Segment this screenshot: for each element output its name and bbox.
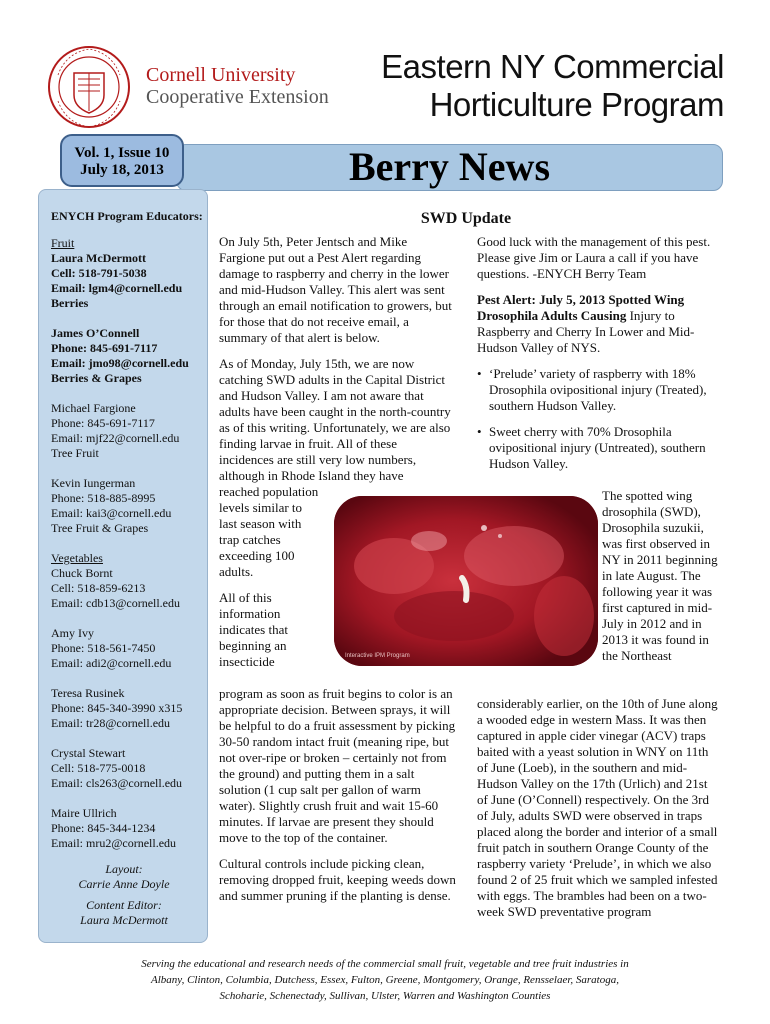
educator-contact-line: Email: mru2@cornell.edu — [51, 836, 177, 850]
educator-contact-line: Tree Fruit & Grapes — [51, 521, 149, 535]
educator-contact-line: Phone: 845-344-1234 — [51, 821, 156, 835]
extension-unit-name: Cooperative Extension — [146, 86, 329, 108]
article-paragraph: program as soon as fruit begins to color is an appropriate decision. Between sprays, it will be helpful to do a fruit assessment by picking 30-50 random intact fruit (meaning ripe, but not over-ripe or broken – certainly not from the ground) and putting them in a salt solution (1 cup salt per gallon of warm water). Slightly crush fruit and wait 15-60 minutes. If larvae are present they should move to the top of the container. — [219, 686, 456, 845]
article-left-column-bottom — [219, 686, 459, 914]
educator-category: Fruit — [51, 236, 75, 250]
educator-contact-line: Email: tr28@cornell.edu — [51, 716, 171, 730]
educator-contact-line: Tree Fruit — [51, 446, 99, 460]
educator-contact-line: Teresa Rusinek — [51, 686, 125, 700]
educator-contact-line: Email: cls263@cornell.edu — [51, 776, 183, 790]
credits — [39, 862, 209, 928]
educator-contact-line: Cell: 518-775-0018 — [51, 761, 146, 775]
educator-contact-line: Michael Fargione — [51, 401, 136, 415]
program-title-line2: Horticulture Program — [429, 86, 724, 123]
photo-caption: Interactive IPM Program — [345, 653, 410, 659]
issue-badge — [60, 134, 184, 187]
educator-contact-line: Email: jmo98@cornell.edu — [51, 356, 189, 370]
educator-contact-group — [51, 476, 207, 536]
pest-alert-paragraph — [477, 292, 719, 356]
footer-line: Serving the educational and research needs of the commercial small fruit, vegetable and tree fruit industries in — [141, 958, 629, 970]
article-title: SWD Update — [420, 210, 512, 227]
educator-contact-line: Email: lgm4@cornell.edu — [51, 281, 183, 295]
educator-contact-group — [51, 746, 207, 791]
article-right-column-bottom — [477, 696, 721, 930]
educator-contact-line: Chuck Bornt — [51, 566, 113, 580]
educator-contact-line: Laura McDermott — [51, 251, 146, 265]
article-paragraph: The spotted wing drosophila (SWD), Drosophila suzukii, was first observed in NY in 2011 beginning in late August. The following year it was first captured in mid-July in 2012 and in 2013 it was found in the Northeast — [602, 488, 718, 663]
educator-contact-line: Email: kai3@cornell.edu — [51, 506, 172, 520]
newsletter-title: Berry News — [348, 144, 551, 189]
article-paragraph: All of this information indicates that beginning an insecticide — [219, 590, 288, 669]
bullet-item: • Sweet cherry with 70% Drosophila ovipositional injury (Untreated), southern Hudson Valley. — [477, 424, 719, 472]
educator-contact-group — [51, 326, 207, 386]
footer-line: Albany, Clinton, Columbia, Dutchess, Essex, Fulton, Greene, Montgomery, Orange, Rensselaer, Saratoga, — [151, 974, 619, 986]
educator-contact-line: Email: mjf22@cornell.edu — [51, 431, 180, 445]
program-title — [344, 48, 724, 124]
educator-contact-line: Phone: 845-340-3990 x315 — [51, 701, 183, 715]
issue-volume: Vol. 1, Issue 10 — [74, 145, 170, 161]
article-paragraph: Good luck with the management of this pest. Please give Jim or Laura a call if you have questions. -ENYCH Berry Team — [477, 234, 711, 281]
bullet-item: • ‘Prelude’ variety of raspberry with 18% Drosophila ovipositional injury (Treated), southern Hudson Valley. — [477, 366, 719, 414]
educator-contact-group — [51, 551, 207, 611]
university-name: Cornell University — [146, 64, 296, 86]
article-paragraph: considerably earlier, on the 10th of June along a wooded edge in western Mass. It was then captured in apple cider vinegar (ACV) traps baited with a yeast solution in WNY on 11th of June (Loeb), in the southern and mid-Hudson Valley on the 17th (Urlich) and 21st of June (O’Connell) respectively. On the 3rd of July, adults SWD were observed in traps placed along the border and interior of a small fruit patch in southern Orange County of the raspberry variety ‘Prelude’, in which we also found 2 of 25 fruit which we sampled infested with eggs. The brambles had been on a two-week SWD preventative program — [477, 696, 718, 919]
educator-contact-line: James O’Connell — [51, 326, 140, 340]
pest-alert-heading: Pest Alert: July 5, 2013 Spotted Wing Drosophila Adults Causing — [477, 292, 685, 323]
layout-label: Layout: — [105, 862, 143, 876]
educator-contact-group — [51, 401, 207, 461]
educator-contact-group — [51, 626, 207, 671]
educator-contact-line: Cell: 518-859-6213 — [51, 581, 146, 595]
educator-contact-line: Berries — [51, 296, 89, 310]
educator-contact-line: Maire Ullrich — [51, 806, 117, 820]
cornell-seal-logo — [44, 45, 134, 130]
swd-larva-photo — [334, 496, 598, 666]
educator-contact-group — [51, 236, 207, 311]
article-paragraph: reached population levels similar to last season with trap catches exceeding 100 adults. — [219, 484, 319, 579]
educator-contact-line: Phone: 518-561-7450 — [51, 641, 156, 655]
educator-contact-line: Phone: 845-691-7117 — [51, 416, 155, 430]
layout-name: Carrie Anne Doyle — [78, 877, 170, 891]
pest-alert-bullets — [477, 366, 719, 472]
educator-contact-line: Cell: 518-791-5038 — [51, 266, 147, 280]
educators-sidebar — [38, 189, 208, 943]
educator-contact-line: Phone: 518-885-8995 — [51, 491, 156, 505]
educator-contact-line: Email: adi2@cornell.edu — [51, 656, 172, 670]
article-right-column-top — [477, 234, 719, 482]
footer-line: Schoharie, Schenectady, Sullivan, Ulster, Warren and Washington Counties — [219, 990, 551, 1002]
editor-label: Content Editor: — [86, 898, 162, 912]
educator-contact-line: Kevin Iungerman — [51, 476, 136, 490]
educator-contact-line: Amy Ivy — [51, 626, 94, 640]
program-title-line1: Eastern NY Commercial — [381, 48, 724, 85]
educator-contact-line: Email: cdb13@cornell.edu — [51, 596, 181, 610]
educator-contact-line: Crystal Stewart — [51, 746, 126, 760]
educator-contact-group — [51, 806, 207, 851]
article-right-column-wrap — [602, 488, 720, 674]
educator-contact-group — [51, 686, 207, 731]
educator-contact-line: Berries & Grapes — [51, 371, 142, 385]
article-left-column-wrap — [219, 484, 319, 680]
article-paragraph: On July 5th, Peter Jentsch and Mike Fargione put out a Pest Alert regarding damage to raspberry and cherry in the lower and mid-Hudson Valley. This alert was sent through an email notification to growers, but for those that do not receive email, a summary of that alert is below. — [219, 234, 452, 345]
article-paragraph: As of Monday, July 15th, we are now catching SWD adults in the Capital District and Hudson Valley. I am not aware that adults have been caught in the north-country as of this writing. Unfortunately, we are also finding larvae in fruit. All of these incidences are still very low numbers, although in Rhode Island they have — [219, 356, 451, 483]
sidebar-heading: ENYCH Program Educators: — [51, 209, 203, 223]
editor-name: Laura McDermott — [80, 913, 168, 927]
educator-contact-line: Phone: 845-691-7117 — [51, 341, 158, 355]
issue-date: July 18, 2013 — [80, 162, 164, 178]
article-paragraph: Cultural controls include picking clean, removing dropped fruit, keeping weeds down and summer pruning if the planting is dense. — [219, 856, 456, 903]
pest-alert-text: Injury to Raspberry and Cherry In Lower and Mid-Hudson Valley of NYS. — [477, 308, 695, 355]
educator-category: Vegetables — [51, 551, 103, 565]
educator-contact-list — [51, 236, 207, 866]
page-footer — [60, 956, 710, 1004]
article-left-column-top — [219, 234, 453, 494]
